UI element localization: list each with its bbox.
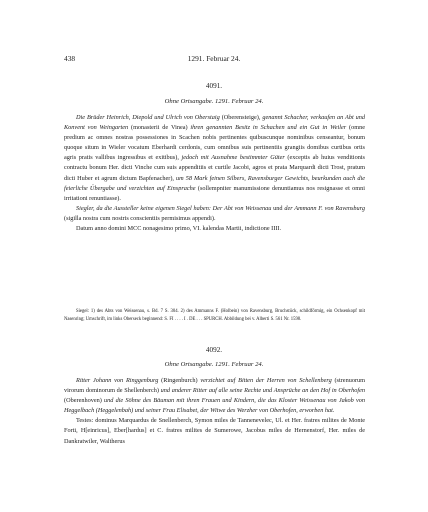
page-number: 438 (64, 54, 76, 63)
running-head-date: 1291. Februar 24. (187, 54, 241, 63)
page-header (64, 54, 364, 66)
document-body (64, 376, 365, 447)
regest-paragraph: Die Brüder Heinrich, Diepold und Ulrich von Oberstaig (Oberensteige), genannt Schacher, verkaufen an Abt und Konvent von Weingarten (monasterii de Vinea) ihren genannten Besitz in Schachen und ein Gut in Weiler (omne predium ac omnes nostras possessiones in Scachen nobis pertinentes quibuscunque nominibus censeantur, bonum quoque situm in Wieler vocatum Eberhardi cerdonis, cum omnibus suis pertinentiis grangiis domibus curtibus ortis agris pratis vallibus ingressibus et exitibus), jedoch mit Ausnahme bestimmter Güter (exceptis ab huius venditionis contractu bonum Her. dicti Vinche cum suis appenditiis et curtile Jacobi, agros et prata Marquardi dicti Trost, pratum dicti Huber et agrum dictum Bapfenacher), um 58 Mark feinen Silbers, Ravensburger Gewichts, beurkunden auch die feierliche Übergabe und verzichten auf Einsprache (sollempniter manumissione denuntiamus nos resignasse et omni irritationi renuntiasse). (64, 114, 365, 202)
document-number: 4092. (205, 346, 223, 354)
dating-paragraph: Datum anno domini MCC nonagesimo primo, VI. kalendas Martii, indictione IIII. (76, 225, 282, 233)
sealer-paragraph: Siegler, da die Aussteller keine eigenen Siegel haben: Der Abt von Weissenau und der Ammann F. von Ravensburg (sigilla nostra cum nostris conscientiis permisimus appendi). (64, 204, 366, 222)
document-body (64, 113, 365, 234)
seal-notes (64, 308, 365, 323)
witness-paragraph: Testes: dominus Marquardus de Snellenberch, Symon miles de Tanneneveleс, Ul. et Her. fratres milites de Monte Forti, H[einricus], Eber[hardus] et C. fratres milites de Sumerowe, Jacobus miles de Hernenstorf, Her. miles de Dankratwiler, Waltherus (64, 417, 365, 445)
document-heading: Ohne Ortsangabe. 1291. Februar 24. (164, 98, 264, 105)
document-number: 4091. (205, 82, 223, 90)
document-heading: Ohne Ortsangabe. 1291. Februar 24. (164, 361, 264, 368)
seal-note-text: Siegel: 1) des Abts von Weissenau, s. Bd. 7 S. 304. 2) des Ammanns F. (Holbein) von Ravensburg, Bruchstück, schildförmig, ein Ochsenkopf mit Nasenring; Umschrift, im links Oberseck beginnend: S. FI . . . . I . DE . . . SPURCH. Abbildung bei v. Alberti S. 561 Nr. 1598. (64, 309, 365, 322)
regest-paragraph: Ritter Johann von Ringgenburg (Ringenburch) verzichtet auf Bitten der Herren von Schellenberg (strenuorum virorum dominorum de Shellenberch) und anderer Ritter auf alle seine Rechte und Ansprüche an den Hof in Oberhofen (Oberenhoven) und die Söhne des Bäuman mit ihren Frauen und Kindern, die das Kloster Weissenau von Jakob von Heggelbach (Heggelenbah) und seiner Frau Elisabet, der Witwe des Werzher von Oberhofen, erworben hat. (64, 377, 366, 415)
